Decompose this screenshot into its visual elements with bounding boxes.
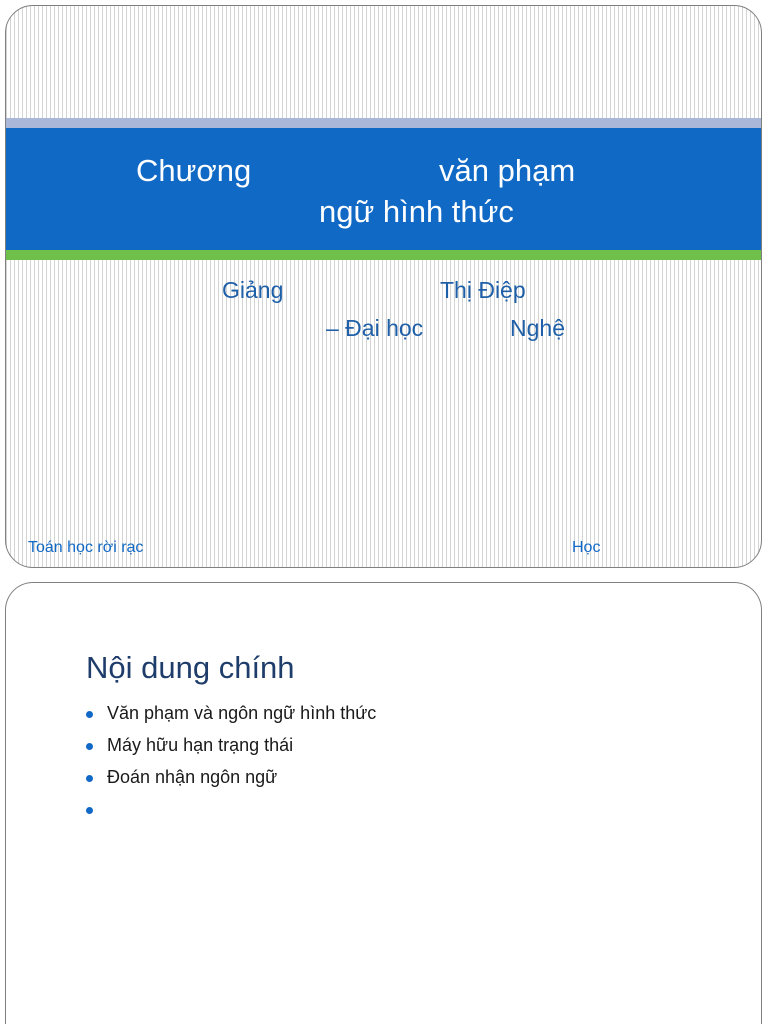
title-line1-left: Chương — [136, 153, 252, 188]
subtitle-line2-right: Nghệ — [510, 315, 565, 341]
title-line2: ngữ hình thức — [319, 194, 514, 229]
bullet-icon — [86, 807, 93, 814]
title-band-bottom-stripe — [6, 250, 761, 260]
bullet-item — [86, 767, 376, 799]
subtitle-line1-right: Thị Điệp — [440, 277, 526, 303]
title-line1-right: văn phạm — [439, 153, 576, 188]
subtitle-line2-left: – Đại học — [326, 315, 424, 341]
title-slide — [5, 5, 762, 568]
bullet-item — [86, 735, 376, 767]
bullet-icon — [86, 775, 93, 782]
bullet-item — [86, 799, 376, 831]
bullet-label: Đoán nhận ngôn ngữ — [107, 767, 278, 787]
bullet-icon — [86, 743, 93, 750]
bullet-label: Văn phạm và ngôn ngữ hình thức — [107, 703, 377, 723]
slide-heading: Nội dung chính — [86, 650, 295, 685]
footer-course-name: Toán học rời rạc — [28, 539, 144, 556]
bullet-icon — [86, 711, 93, 718]
bullet-list — [86, 703, 376, 831]
title-band — [6, 128, 761, 250]
footer-right-text: Học — [572, 539, 601, 556]
bullet-item — [86, 703, 376, 735]
subtitle-line1-left: Giảng — [222, 277, 284, 303]
title-band-top-stripe — [6, 118, 761, 128]
contents-slide — [5, 582, 762, 1024]
bullet-label: Máy hữu hạn trạng thái — [107, 735, 294, 755]
